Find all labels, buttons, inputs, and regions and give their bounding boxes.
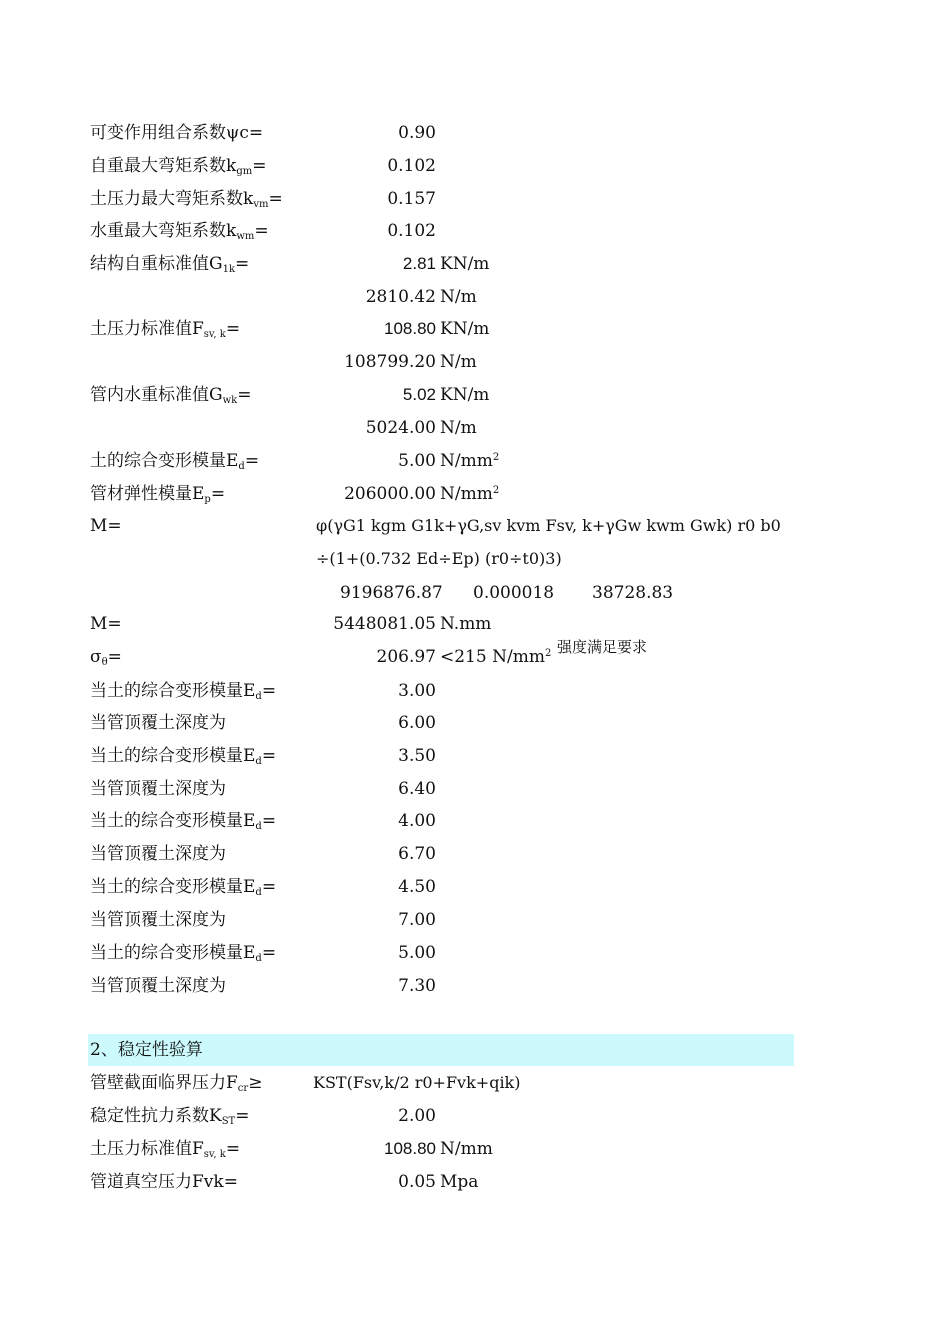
row-m-parts — [90, 578, 690, 608]
unit-g1k: KN/m — [440, 254, 490, 274]
row-sigma — [90, 642, 552, 672]
sigma-compare: <215 $N/mm^2$ — [440, 647, 552, 667]
row-m-formula-2 — [90, 544, 790, 574]
table-label: 当管顶覆土深度为 — [90, 779, 226, 799]
table-value: 5.00 — [398, 943, 436, 963]
label-k-wm: 水重最大弯矩系数$k_{wm}=$ — [90, 221, 269, 242]
label-psi-c: 可变作用组合系数ψc= — [90, 123, 264, 143]
label-k-gm: 自重最大弯矩系数$k_{gm}=$ — [90, 156, 267, 177]
section-heading — [90, 1035, 436, 1065]
row-ep — [90, 479, 500, 509]
table-value: 7.30 — [398, 976, 436, 996]
table-value: 6.70 — [398, 844, 436, 864]
row-g1k-n — [90, 282, 477, 312]
table-label: 当土的综合变形模量$E_d=$ — [90, 681, 277, 702]
table-value: 3.00 — [398, 681, 436, 701]
label-ed: 土的综合变形模量$E_d=$ — [90, 451, 260, 472]
row-fsvk-n — [90, 347, 477, 377]
value-gwk-n: 5024.00 — [365, 418, 436, 438]
unit-gwk: KN/m — [440, 385, 490, 405]
value-k-gm: 0.102 — [387, 156, 436, 176]
value-m-result: 5448081.05 — [333, 614, 436, 634]
label-fvk: 管道真空压力Fvk= — [90, 1172, 238, 1192]
row-k-wm — [90, 216, 436, 246]
value-gwk: 5.02 — [402, 385, 436, 404]
table-value: 3.50 — [398, 746, 436, 766]
row-fcr — [90, 1068, 690, 1098]
fcr-formula: KST(Fsv,k/2 r0+Fvk+qik) — [313, 1073, 521, 1092]
row-fvk — [90, 1167, 479, 1197]
table-label: 当土的综合变形模量$E_d=$ — [90, 746, 277, 767]
table-label: 当土的综合变形模量$E_d=$ — [90, 811, 277, 832]
table-row — [90, 741, 436, 771]
row-k-vm — [90, 184, 436, 214]
label-m-result: M= — [90, 614, 122, 634]
table-label: 当土的综合变形模量$E_d=$ — [90, 943, 277, 964]
unit-fsvk-2: N/mm — [440, 1139, 493, 1159]
value-fsvk: 108.80 — [384, 319, 436, 338]
table-value: 6.00 — [398, 713, 436, 733]
unit-fvk: Mpa — [440, 1172, 479, 1192]
table-value: 4.50 — [398, 877, 436, 897]
label-k-vm: 土压力最大弯矩系数$k_{vm}=$ — [90, 189, 283, 210]
row-m-formula — [90, 511, 790, 541]
value-g1k-n: 2810.42 — [365, 287, 436, 307]
table-row — [90, 872, 436, 902]
row-g1k — [90, 249, 490, 279]
label-fcr: 管壁截面临界压力$F_{cr}\ge$ — [90, 1073, 263, 1094]
table-value: 4.00 — [398, 811, 436, 831]
table-value: 6.40 — [398, 779, 436, 799]
table-label: 当管顶覆土深度为 — [90, 910, 226, 930]
unit-m-result: N.mm — [440, 614, 492, 634]
table-row — [90, 938, 436, 968]
table-row — [90, 676, 436, 706]
value-k-wm: 0.102 — [387, 221, 436, 241]
table-row — [90, 971, 436, 1001]
value-kst: 2.00 — [398, 1106, 436, 1126]
label-kst: 稳定性抗力系数$K_{ST}=$ — [90, 1106, 250, 1127]
formula-line-2: ÷(1+(0.732 Ed÷Ep) (r0÷t0)3) — [316, 549, 562, 568]
label-sigma: $\sigma_\theta=$ — [90, 647, 122, 668]
table-value: 7.00 — [398, 910, 436, 930]
table-label: 当管顶覆土深度为 — [90, 976, 226, 996]
unit-ep: $N/mm^2$ — [440, 484, 500, 504]
unit-gwk-n: N/m — [440, 418, 477, 438]
table-row — [90, 774, 436, 804]
unit-g1k-n: N/m — [440, 287, 477, 307]
section-heading-text: 2、稳定性验算 — [90, 1040, 203, 1060]
unit-fsvk: KN/m — [440, 319, 490, 339]
value-sigma: 206.97 — [376, 647, 436, 667]
value-psi-c: 0.90 — [398, 123, 436, 143]
value-k-vm: 0.157 — [387, 189, 436, 209]
m-part-a: 9196876.87 — [340, 583, 443, 603]
value-ep: 206000.00 — [344, 484, 436, 504]
table-label: 当土的综合变形模量$E_d=$ — [90, 877, 277, 898]
label-gwk: 管内水重标准值$G_{wk}=$ — [90, 385, 252, 406]
strength-note: 强度满足要求 — [557, 639, 648, 656]
table-label: 当管顶覆土深度为 — [90, 844, 226, 864]
table-row — [90, 806, 436, 836]
value-g1k: 2.81 — [402, 254, 436, 273]
row-psi-c — [90, 118, 436, 148]
label-m: M= — [90, 516, 122, 536]
label-ep: 管材弹性模量$E_p=$ — [90, 484, 226, 505]
row-kst — [90, 1101, 436, 1131]
unit-fsvk-n: N/m — [440, 352, 477, 372]
label-g1k: 结构自重标准值$G_{1k}=$ — [90, 254, 250, 275]
formula-line-1: φ(γG1 kgm G1k+γG,sv kvm Fsv, k+γGw kwm Gwk) r0 b0 — [316, 516, 781, 535]
table-row — [90, 708, 436, 738]
row-m-result — [90, 609, 492, 639]
row-gwk-n — [90, 413, 477, 443]
value-fvk: 0.05 — [398, 1172, 436, 1192]
value-fsvk-2: 108.80 — [384, 1139, 436, 1158]
label-fsvk-2: 土压力标准值$F_{sv, k}=$ — [90, 1139, 241, 1160]
value-fsvk-n: 108799.20 — [344, 352, 436, 372]
label-fsvk: 土压力标准值$F_{sv, k}=$ — [90, 319, 241, 340]
row-gwk — [90, 380, 490, 410]
row-fsvk — [90, 314, 490, 344]
row-k-gm — [90, 151, 436, 181]
row-fsvk-2 — [90, 1134, 493, 1164]
row-ed — [90, 446, 500, 476]
table-row — [90, 905, 436, 935]
table-row — [90, 839, 436, 869]
table-label: 当管顶覆土深度为 — [90, 713, 226, 733]
value-ed: 5.00 — [398, 451, 436, 471]
unit-ed: $N/mm^2$ — [440, 451, 500, 471]
m-part-b: 0.000018 — [473, 583, 555, 603]
m-part-c: 38728.83 — [592, 583, 674, 603]
